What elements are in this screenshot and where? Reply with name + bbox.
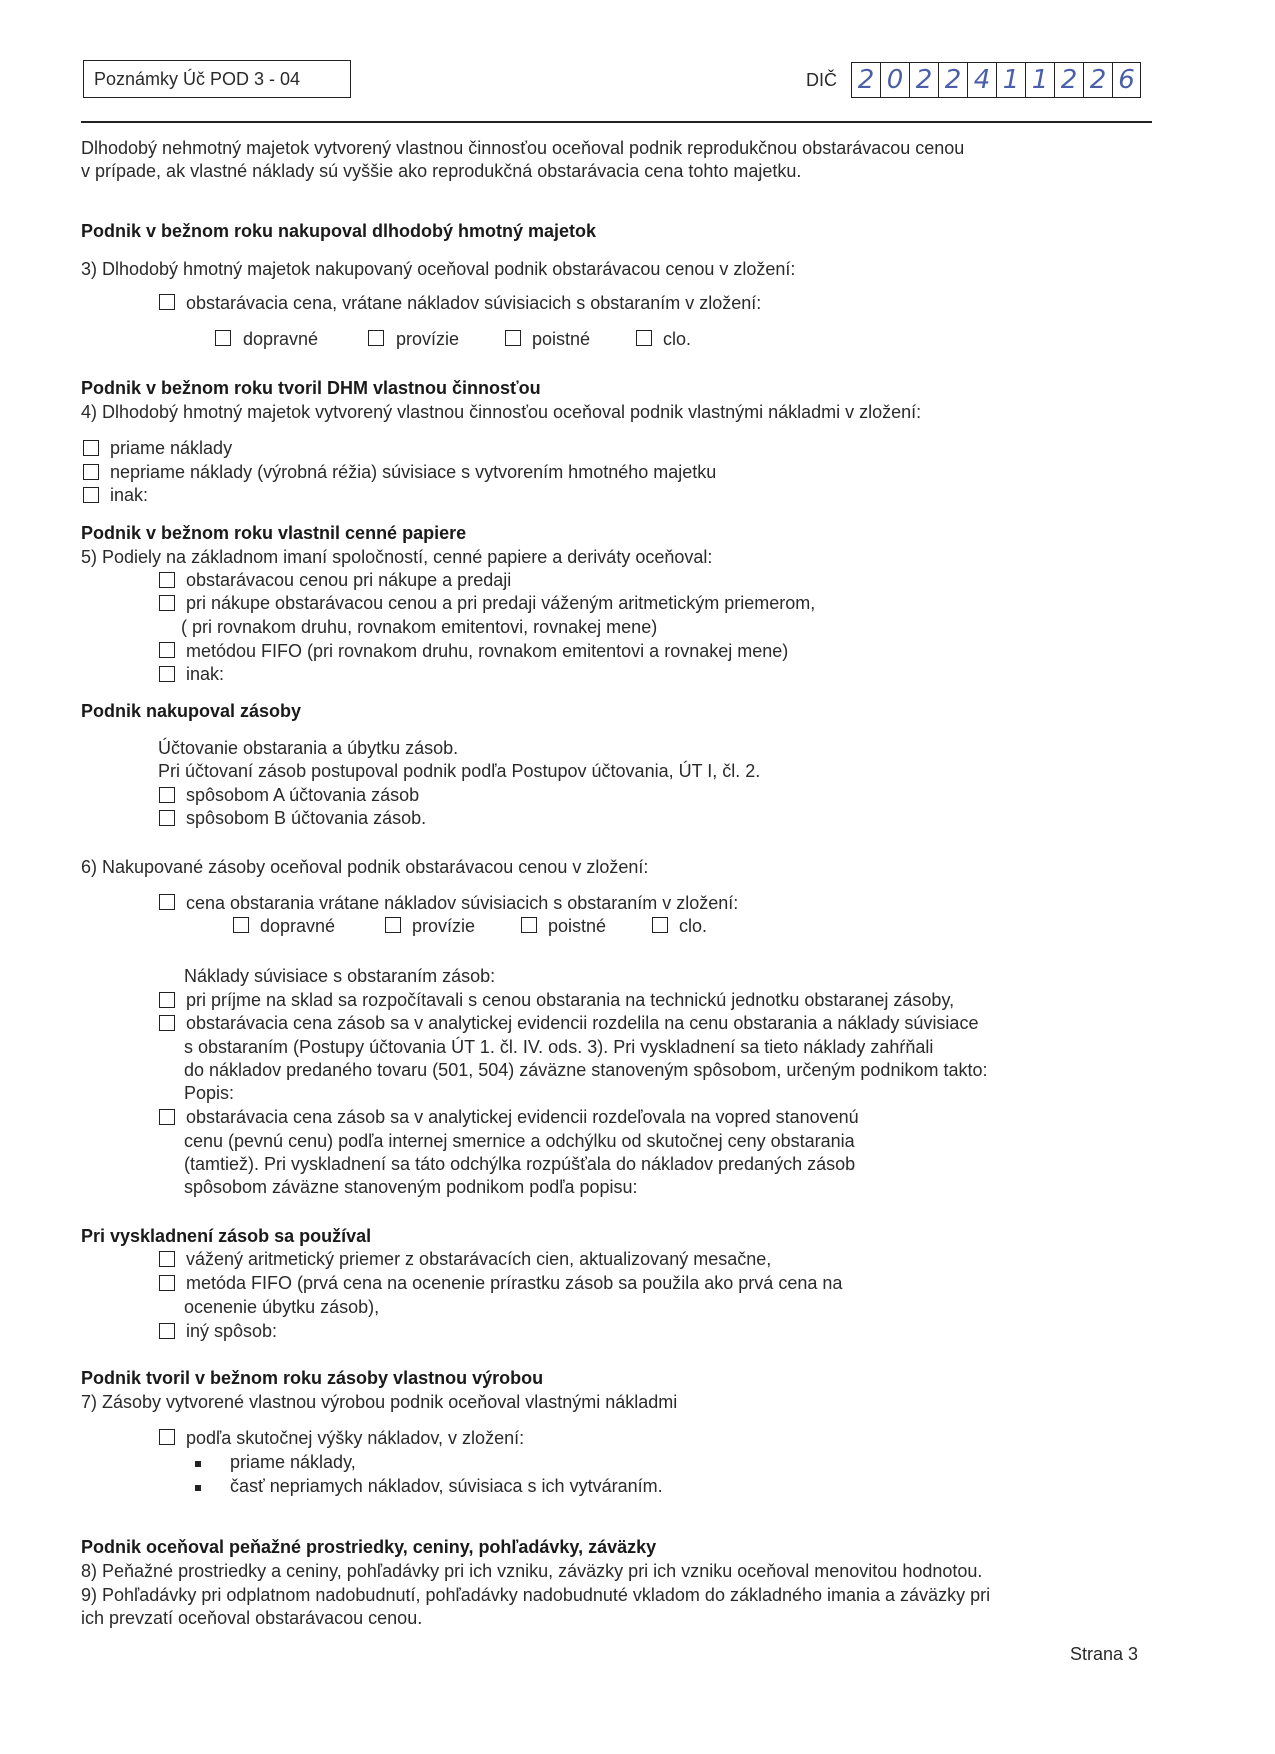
option-label: Popis: [184, 1083, 235, 1103]
checkbox-method-a[interactable] [159, 787, 175, 803]
dic-field[interactable] [851, 62, 1275, 98]
checkbox-weighted-avg[interactable] [159, 1251, 175, 1267]
option-label: pri príjme na sklad sa rozpočítavali s cenou obstarania na technickú jednotku obstaranej zásoby, [186, 990, 955, 1010]
option-label: nepriame náklady (výrobná réžia) súvisiace s vytvorením hmotného majetku [110, 462, 717, 482]
section-text: 8) Peňažné prostriedky a ceniny, pohľadávky pri ich vzniku, záväzky pri ich vzniku oceňoval menovitou hodnotou. [81, 1561, 983, 1581]
section-heading: Podnik nakupoval zásoby [81, 701, 302, 721]
section-text: 4) Dlhodobý hmotný majetok vytvorený vlastnou činnosťou oceňoval podnik vlastnými nákladmi v zložení: [81, 402, 922, 422]
option-label: metóda FIFO (prvá cena na ocenenie prírastku zásob sa použila ako prvá cena na [186, 1273, 843, 1293]
dic-digit[interactable]: 2 [909, 62, 938, 98]
intro-line: Dlhodobý nehmotný majetok vytvorený vlastnou činnosťou oceňoval podnik reprodukčnou obstarávacou cenou [81, 138, 965, 158]
dic-digit[interactable]: 1 [996, 62, 1025, 98]
list-item: priame náklady, [230, 1452, 356, 1472]
checkbox-s6-customs[interactable] [652, 917, 668, 933]
checkbox-s3-customs[interactable] [636, 330, 652, 346]
bullet-icon [195, 1485, 201, 1491]
dic-digit[interactable]: 2 [1083, 62, 1112, 98]
option-label: dopravné [260, 916, 336, 936]
option-label: cenu (pevnú cenu) podľa internej smernice a odchýlku od skutočnej ceny obstarania [184, 1131, 855, 1151]
section-text: 6) Nakupované zásoby oceňoval podnik obstarávacou cenou v zložení: [81, 857, 649, 877]
dic-digit[interactable]: 4 [967, 62, 996, 98]
dic-digit[interactable]: 2 [1054, 62, 1083, 98]
option-label: obstarávacou cenou pri nákupe a predaji [186, 570, 512, 590]
checkbox-s6-p2[interactable] [159, 1015, 175, 1031]
dic-digit[interactable]: 2 [851, 62, 880, 98]
bullet-icon [195, 1461, 201, 1467]
list-item: časť nepriamych nákladov, súvisiaca s ich vytváraním. [230, 1476, 663, 1496]
checkbox-s6-p3[interactable] [159, 1109, 175, 1125]
checkbox-s6-commission[interactable] [385, 917, 401, 933]
option-label: iný spôsob: [186, 1321, 278, 1341]
section-text: Pri účtovaní zásob postupoval podnik podľa Postupov účtovania, ÚT I, čl. 2. [158, 761, 761, 781]
checkbox-s3-cost[interactable] [159, 294, 175, 310]
option-label: spôsobom B účtovania zásob. [186, 808, 427, 828]
checkbox-s4-other[interactable] [83, 487, 99, 503]
checkbox-s5-cost[interactable] [159, 572, 175, 588]
option-label: obstarávacia cena zásob sa v analytickej evidencii rozdeľovala na vopred stanovenú [186, 1107, 859, 1127]
dic-digit[interactable]: 0 [880, 62, 909, 98]
checkbox-s4-indirect[interactable] [83, 464, 99, 480]
option-label: obstarávacia cena zásob sa v analytickej evidencii rozdelila na cenu obstarania a náklady súvisiace [186, 1013, 979, 1033]
option-label: poistné [548, 916, 607, 936]
checkbox-s5-weighted[interactable] [159, 595, 175, 611]
checkbox-s3-transport[interactable] [215, 330, 231, 346]
option-label: ocenenie úbytku zásob), [184, 1297, 380, 1317]
option-label: dopravné [243, 329, 319, 349]
section-text: Náklady súvisiace s obstaraním zásob: [184, 966, 496, 986]
form-title-box [83, 60, 351, 98]
section-heading: Podnik v bežnom roku vlastnil cenné papiere [81, 523, 467, 543]
option-label: cena obstarania vrátane nákladov súvisiacich s obstaraním v zložení: [186, 893, 739, 913]
checkbox-fifo[interactable] [159, 1275, 175, 1291]
intro-line: v prípade, ak vlastné náklady sú vyššie ako reprodukčná obstarávacia cena tohto majetku. [81, 161, 802, 181]
dic-digit[interactable]: 2 [938, 62, 967, 98]
option-label: spôsobom A účtovania zásob [186, 785, 420, 805]
section-text: 3) Dlhodobý hmotný majetok nakupovaný oceňoval podnik obstarávacou cenou v zložení: [81, 259, 796, 279]
option-label: spôsobom záväzne stanoveným podnikom podľa popisu: [184, 1177, 638, 1197]
dic-digit[interactable]: 1 [1025, 62, 1054, 98]
option-label: podľa skutočnej výšky nákladov, v zložení: [186, 1428, 525, 1448]
checkbox-s6-transport[interactable] [233, 917, 249, 933]
dic-digit[interactable]: 6 [1112, 62, 1141, 98]
section-text: 7) Zásoby vytvorené vlastnou výrobou podnik oceňoval vlastnými nákladmi [81, 1392, 678, 1412]
section-text: 9) Pohľadávky pri odplatnom nadobudnutí, pohľadávky nadobudnuté vkladom do základného imania a záväzky pri [81, 1585, 991, 1605]
option-label: provízie [396, 329, 460, 349]
option-label: inak: [186, 664, 225, 684]
option-label: clo. [663, 329, 692, 349]
checkbox-s6-insurance[interactable] [521, 917, 537, 933]
option-label: obstarávacia cena, vrátane nákladov súvisiacich s obstaraním v zložení: [186, 293, 762, 313]
option-label: (tamtiež). Pri vyskladnení sa táto odchýlka rozpúšťala do nákladov predaných zásob [184, 1154, 856, 1174]
option-label: pri nákupe obstarávacou cenou a pri predaji váženým aritmetickým priemerom, [186, 593, 816, 613]
section-heading: Podnik v bežnom roku tvoril DHM vlastnou činnosťou [81, 378, 541, 398]
page-number: Strana 3 [1070, 1644, 1139, 1664]
checkbox-s3-commission[interactable] [368, 330, 384, 346]
option-label: do nákladov predaného tovaru (501, 504) záväzne stanoveným spôsobom, určeným podnikom takto: [184, 1060, 988, 1080]
option-label: clo. [679, 916, 708, 936]
option-label: s obstaraním (Postupy účtovania ÚT 1. čl. IV. ods. 3). Pri vyskladnení sa tieto náklady zahŕňali [184, 1037, 934, 1057]
checkbox-s6-cost[interactable] [159, 894, 175, 910]
checkbox-method-b[interactable] [159, 810, 175, 826]
section-text: 5) Podiely na základnom imaní spoločností, cenné papiere a deriváty oceňoval: [81, 547, 713, 567]
checkbox-other-method[interactable] [159, 1323, 175, 1339]
option-label: poistné [532, 329, 591, 349]
section-heading: Podnik v bežnom roku nakupoval dlhodobý hmotný majetok [81, 221, 597, 241]
checkbox-s5-other[interactable] [159, 666, 175, 682]
dic-label: DIČ [806, 70, 837, 90]
checkbox-s4-direct[interactable] [83, 440, 99, 456]
form-title: Poznámky Úč POD 3 - 04 [94, 69, 301, 89]
checkbox-s3-insurance[interactable] [505, 330, 521, 346]
option-label: inak: [110, 485, 149, 505]
option-label: provízie [412, 916, 476, 936]
checkbox-s6-p1[interactable] [159, 992, 175, 1008]
option-label: priame náklady [110, 438, 233, 458]
option-label: metódou FIFO (pri rovnakom druhu, rovnakom emitentovi a rovnakej mene) [186, 641, 789, 661]
option-label: vážený aritmetický priemer z obstarávacích cien, aktualizovaný mesačne, [186, 1249, 772, 1269]
section-heading: Podnik oceňoval peňažné prostriedky, ceniny, pohľadávky, záväzky [81, 1537, 657, 1557]
checkbox-s7-actual[interactable] [159, 1429, 175, 1445]
section-text: ich prevzatí oceňoval obstarávacou cenou. [81, 1608, 423, 1628]
section-heading: Podnik tvoril v bežnom roku zásoby vlastnou výrobou [81, 1368, 544, 1388]
option-label: ( pri rovnakom druhu, rovnakom emitentovi, rovnakej mene) [181, 617, 658, 637]
section-heading: Pri vyskladnení zásob sa používal [81, 1226, 372, 1246]
section-text: Účtovanie obstarania a úbytku zásob. [158, 738, 459, 758]
checkbox-s5-fifo[interactable] [159, 642, 175, 658]
header-divider [81, 121, 1152, 123]
